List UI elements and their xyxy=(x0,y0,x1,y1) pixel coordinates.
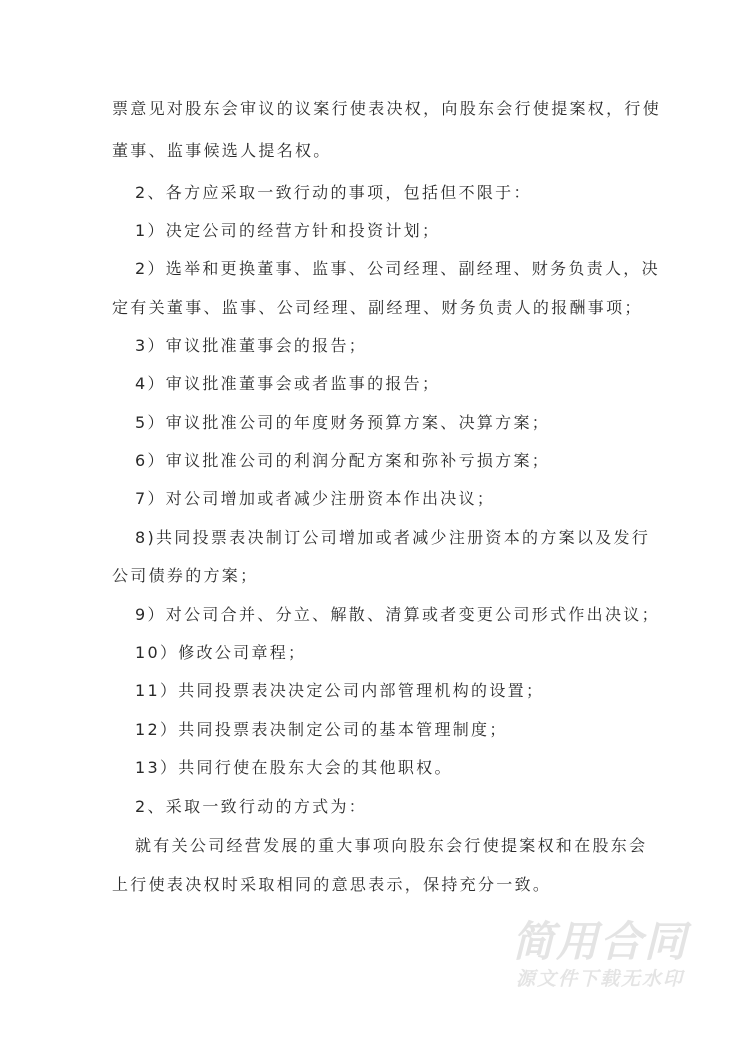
paragraph-line: 董事、监事候选人提名权。 xyxy=(112,141,332,160)
paragraph-line: 2、各方应采取一致行动的事项，包括但不限于： xyxy=(135,183,532,202)
paragraph-line: 12）共同投票表决制定公司的基本管理制度； xyxy=(135,720,508,739)
paragraph-line: 6）审议批准公司的利润分配方案和弥补亏损方案； xyxy=(135,451,551,470)
paragraph-line: 9）对公司合并、分立、解散、清算或者变更公司形式作出决议； xyxy=(135,605,660,624)
paragraph-line: 10）修改公司章程； xyxy=(135,643,307,662)
paragraph-line: 2、采取一致行动的方式为： xyxy=(135,797,368,816)
paragraph-line: 1）决定公司的经营方针和投资计划； xyxy=(135,221,441,240)
watermark-title: 简用合同 xyxy=(511,917,688,966)
paragraph-line: 公司债券的方案； xyxy=(112,566,259,585)
paragraph-line: 票意见对股东会审议的议案行使表决权，向股东会行使提案权，行使 xyxy=(112,99,662,118)
paragraph-line: 上行使表决权时采取相同的意思表示，保持充分一致。 xyxy=(112,875,552,894)
paragraph-line: 11）共同投票表决决定公司内部管理机构的设置； xyxy=(135,681,545,700)
paragraph-line: 7）对公司增加或者减少注册资本作出决议； xyxy=(135,489,496,508)
paragraph-line: 13）共同行使在股东大会的其他职权。 xyxy=(135,758,453,777)
watermark-subtitle: 源文件下载无水印 xyxy=(515,968,684,990)
paragraph-line: 就有关公司经营发展的重大事项向股东会行使提案权和在股东会 xyxy=(135,836,648,855)
paragraph-line: 2）选举和更换董事、监事、公司经理、副经理、财务负责人，决 xyxy=(135,259,660,278)
paragraph-line: 4）审议批准董事会或者监事的报告； xyxy=(135,374,441,393)
watermark xyxy=(505,918,695,992)
paragraph-line: 8)共同投票表决制订公司增加或者减少注册资本的方案以及发行 xyxy=(135,528,651,547)
paragraph-line: 3）审议批准董事会的报告； xyxy=(135,336,368,355)
paragraph-line: 定有关董事、监事、公司经理、副经理、财务负责人的报酬事项； xyxy=(112,298,643,317)
paragraph-line: 5）审议批准公司的年度财务预算方案、决算方案； xyxy=(135,413,551,432)
